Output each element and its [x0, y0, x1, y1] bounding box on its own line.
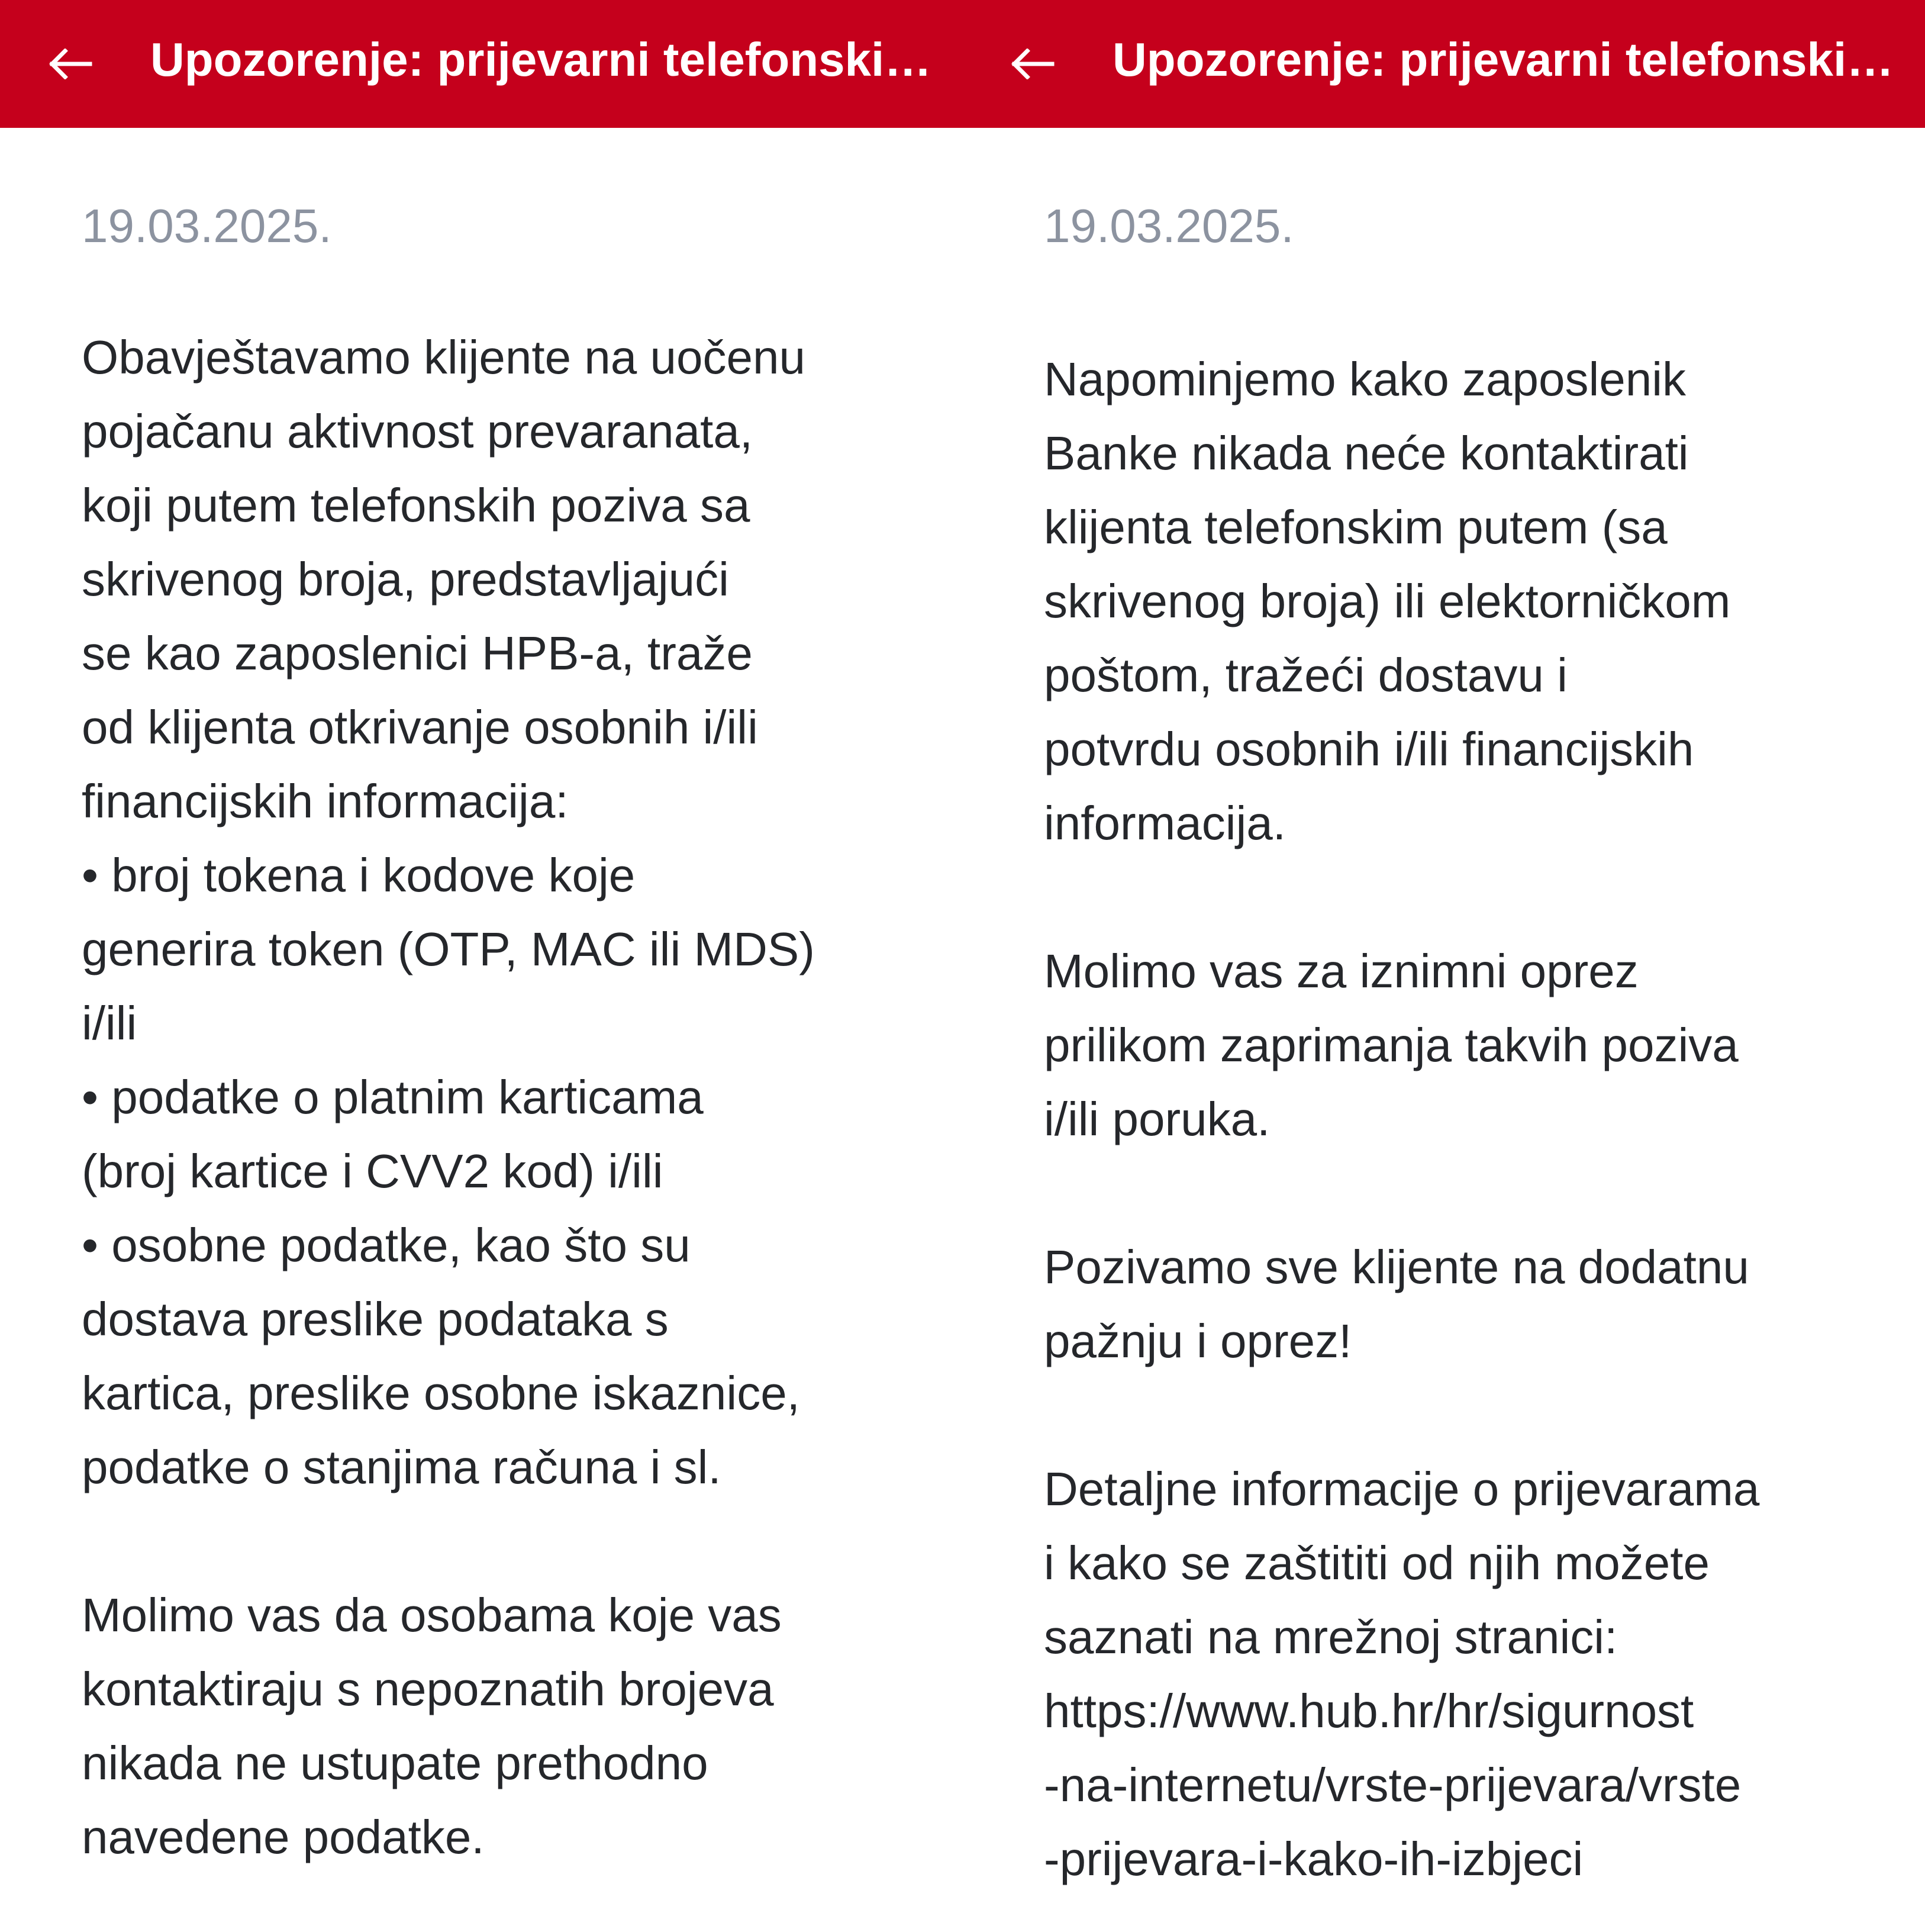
arrow-left-icon	[1010, 49, 1055, 79]
arrow-left-icon	[47, 49, 92, 79]
screen-right	[962, 0, 1925, 1932]
back-button[interactable]	[997, 34, 1068, 94]
notice-body: Napominjemo kako zaposlenik Banke nikada neće kontaktirati klijenta telefonskim putem (sa skrivenog broja) ili elektorničkom poštom, tražeći dostavu i potvrdu osobnih i/ili financijskih informacija. Molimo vas za iznimni oprez prilikom zaprimanja takvih poziva i/ili poruka. Pozivamo sve klijente na dodatnu pažnju i oprez! Detaljne informacije o prijevarama i kako se zaštititi od njih možete saznati na mrežnoj stranici: https://www.hub.hr/hr/sigurnost -na-internetu/vrste-prijevara/vrste -prijevara-i-kako-ih-izbjeci	[1044, 353, 1760, 1885]
app-bar	[0, 0, 962, 128]
screen-left	[0, 0, 962, 1932]
publish-date: 19.03.2025.	[1044, 199, 1294, 252]
app-bar	[962, 0, 1925, 128]
page-title: Upozorenje: prijevarni telefonski…	[1113, 33, 1894, 86]
back-button[interactable]	[34, 34, 105, 94]
publish-date: 19.03.2025.	[82, 199, 332, 252]
page-title: Upozorenje: prijevarni telefonski…	[150, 33, 932, 86]
notice-body: Obavještavamo klijente na uočenu pojačanu aktivnost prevaranata, koji putem telefonskih poziva sa skrivenog broja, predstavljajući se kao zaposlenici HPB-a, traže od klijenta otkrivanje osobnih i/ili financijskih informacija: • broj tokena i kodove koje generira token (OTP, MAC ili MDS) i/ili • podatke o platnim karticama (broj kartice i CVV2 kod) i/ili • osobne podatke, kao što su dostava preslike podataka s kartica, preslike osobne iskaznice, podatke o stanjima računa i sl. Molimo vas da osobama koje vas kontaktiraju s nepoznatih brojeva nikada ne ustupate prethodno navedene podatke.	[82, 331, 815, 1863]
